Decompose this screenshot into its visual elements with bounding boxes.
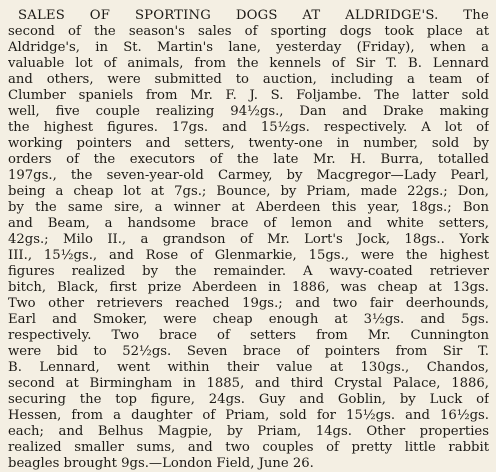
article-line: by the same sire, a winner at Aberdeen this year, 18gs.; Bon [8,200,489,215]
article-line: were bid to 52½gs. Seven brace of pointers from Sir T. [8,344,489,359]
article-line: III., 15½gs., and Rose of Glenmarkie, 15gs., were the highest [8,248,489,263]
article-line: SALES OF SPORTING DOGS AT ALDRIDGE'S. The [18,8,489,23]
article-line: each; and Belhus Magpie, by Priam, 14gs. Other properties [8,424,489,439]
article-body [8,8,489,472]
article-line: bitch, Black, first prize Aberdeen in 1886, was cheap at 13gs. [8,280,489,295]
article-line: 197gs., the seven-year-old Carmey, by Macgregor—Lady Pearl, [8,168,489,183]
article-line: Two other retrievers reached 19gs.; and two fair deerhounds, [8,296,489,311]
article-line: realized smaller sums, and two couples of pretty little rabbit [8,440,489,455]
article-line: second at Birmingham in 1885, and third Crystal Palace, 1886, [8,376,489,391]
article-line: Earl and Smoker, were cheap enough at 3½gs. and 5gs. [8,312,489,327]
article-line: Aldridge's, in St. Martin's lane, yesterday (Friday), when a [8,40,489,55]
article-line: orders of the executors of the late Mr. H. Burra, totalled [8,152,489,167]
article-line: and others, were submitted to auction, including a team of [8,72,489,87]
article-line: working pointers and setters, twenty-one in number, sold by [8,136,489,151]
article-line: B. Lennard, went within their value at 130gs., Chandos, [8,360,489,375]
article-line: figures realized by the remainder. A wavy-coated retriever [8,264,489,279]
article-line: 42gs.; Milo II., a grandson of Mr. Lort's Jock, 18gs.. York [8,232,489,247]
article-line: respectively. Two brace of setters from Mr. Cunnington [8,328,489,343]
article-line: well, five couple realizing 94½gs., Dan and Drake making [8,104,489,119]
article-line: second of the season's sales of sporting dogs took place at [8,24,489,39]
article-line: beagles brought 9gs.—London Field, June 26. [8,456,314,471]
article-line: Clumber spaniels from Mr. F. J. S. Foljambe. The latter sold [8,88,489,103]
article-line: valuable lot of animals, from the kennels of Sir T. B. Lennard [8,56,489,71]
article-line: the highest figures. 17gs. and 15½gs. respectively. A lot of [8,120,489,135]
article-line: being a cheap lot at 7gs.; Bounce, by Priam, made 22gs.; Don, [8,184,489,199]
article-line: and Beam, a handsome brace of lemon and white setters, [8,216,489,231]
article-line: Hessen, from a daughter of Priam, sold for 15½gs. and 16½gs. [8,408,489,423]
article-line: securing the top figure, 24gs. Guy and Goblin, by Luck of [8,392,489,407]
